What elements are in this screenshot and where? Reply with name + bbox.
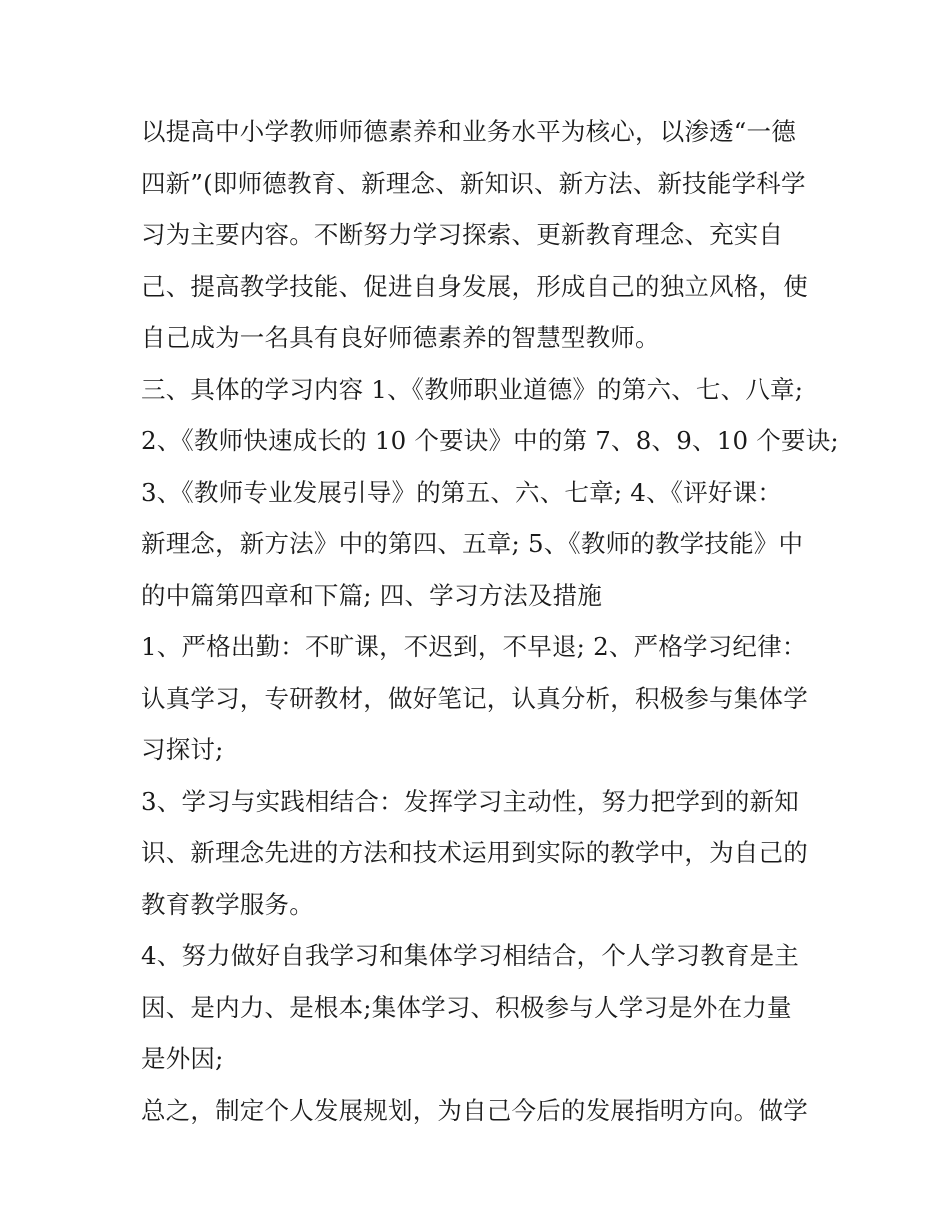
text-line-19: 是外因; [141, 1044, 224, 1073]
text-line-6: 三、具体的学习内容 1、《教师职业道德》的第六、七、八章; [141, 374, 804, 404]
text-line-3: 习为主要内容。不断努力学习探索、更新教育理念、充实自 [141, 220, 784, 249]
text-line-11: 1、严格出勤：不旷课，不迟到，不早退; 2、严格学习纪律： [141, 632, 807, 661]
document-body [141, 112, 841, 1142]
text-line-20: 总之，制定个人发展规划，为自己今后的发展指明方向。做学 [141, 1095, 808, 1125]
text-line-1: 以提高中小学教师师德素养和业务水平为核心，以渗透“一德 [141, 117, 796, 146]
text-line-7: 2、《教师快速成长的 10 个要诀》中的第 7、8、9、10 个要诀; [141, 426, 839, 455]
text-line-12: 认真学习，专研教材，做好笔记，认真分析，积极参与集体学 [141, 683, 808, 713]
text-line-17: 4、努力做好自我学习和集体学习相结合，个人学习教育是主 [141, 941, 799, 970]
text-line-14: 3、学习与实践相结合：发挥学习主动性，努力把学到的新知 [141, 786, 799, 816]
text-line-5: 自己成为一名具有良好师德素养的智慧型教师。 [141, 323, 660, 352]
text-line-18: 因、是内力、是根本;集体学习、积极参与人学习是外在力量 [141, 992, 792, 1022]
text-line-2: 四新”(即师德教育、新理念、新知识、新方法、新技能学科学 [141, 168, 806, 198]
text-line-9: 新理念，新方法》中的第四、五章; 5、《教师的教学技能》中 [141, 529, 804, 558]
text-line-4: 己、提高教学技能、促进自身发展，形成自己的独立风格，使 [141, 271, 808, 301]
text-line-15: 识、新理念先进的方法和技术运用到实际的教学中，为自己的 [141, 838, 808, 867]
text-line-13: 习探讨; [141, 735, 224, 764]
text-line-8: 3、《教师专业发展引导》的第五、六、七章; 4、《评好课： [141, 477, 783, 507]
text-line-16: 教育教学服务。 [141, 889, 314, 919]
text-line-10: 的中篇第四章和下篇; 四、学习方法及措施 [141, 580, 603, 610]
